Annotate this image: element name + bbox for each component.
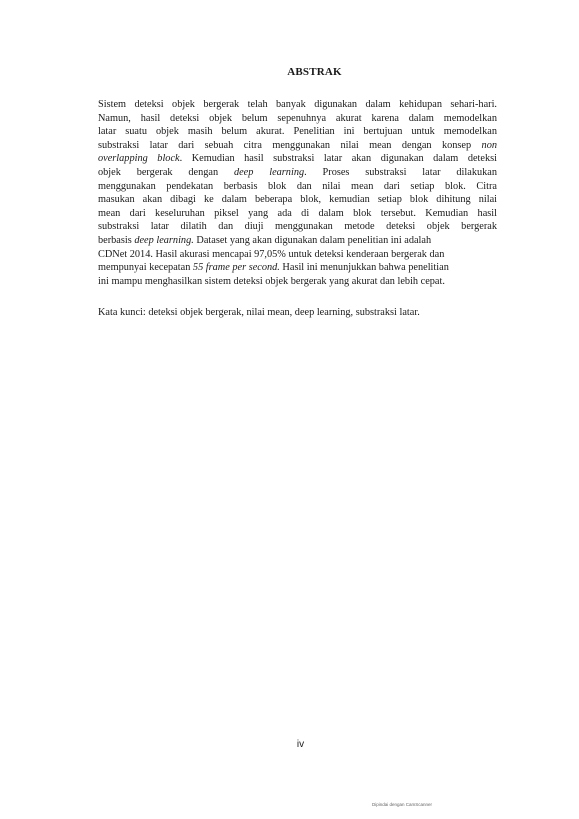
abstract-line xyxy=(98,261,497,275)
abstract-line: masukan akan dibagi ke dalam beberapa blok, kemudian setiap blok dihitung nilai xyxy=(98,194,497,206)
abstract-line xyxy=(98,166,497,180)
abstract-line: Sistem deteksi objek bergerak telah banyak digunakan dalam kehidupan sehari-hari. xyxy=(98,99,497,110)
abstract-text-run: berbasis xyxy=(98,234,135,246)
abstract-text-run: substraksi latar dari sebuah citra menggunakan nilai mean dengan konsep xyxy=(98,139,482,151)
abstract-text-run: Hasil ini menunjukkan bahwa penelitian xyxy=(279,262,449,274)
abstract-line: CDNet 2014. Hasil akurasi mencapai 97,05% untuk deteksi kenderaan bergerak dan xyxy=(98,248,445,260)
keywords-line: Kata kunci: deteksi objek bergerak, nilai mean, deep learning, substraksi latar. xyxy=(98,307,420,318)
abstract-line xyxy=(98,234,497,248)
page-number: iv xyxy=(296,739,305,750)
abstract-italic-run: deep learning. xyxy=(134,234,194,246)
abstract-paragraph xyxy=(98,98,497,288)
abstract-line xyxy=(98,152,497,166)
abstract-line: Namun, hasil deteksi objek belum sepenuhnya akurat karena dalam memodelkan xyxy=(98,112,497,124)
abstract-italic-run: deep learning xyxy=(233,166,305,178)
abstract-text-run: Dataset yang akan digunakan dalam penelitian ini adalah xyxy=(193,234,432,246)
abstract-italic-run: 55 frame per second. xyxy=(192,262,280,274)
abstract-line: ini mampu menghasilkan sistem deteksi objek bergerak yang akurat dan lebih cepat. xyxy=(98,275,445,287)
abstract-text-run: objek bergerak dengan xyxy=(98,166,234,178)
abstract-line: menggunakan pendekatan berbasis blok dan nilai mean dari setiap blok. Citra xyxy=(98,180,497,192)
abstract-text-run: . Kemudian hasil substraksi latar akan digunakan dalam deteksi xyxy=(179,153,497,165)
abstract-italic-run: overlapping block xyxy=(98,153,180,165)
abstract-line xyxy=(98,139,497,153)
abstract-text-run: mempunyai kecepatan xyxy=(98,262,193,274)
abstract-italic-run: non xyxy=(481,139,497,151)
abstract-line: mean dari keseluruhan piksel yang ada di dalam blok tersebut. Kemudian hasil xyxy=(98,207,497,219)
page-title: ABSTRAK xyxy=(287,66,342,78)
abstract-line: substraksi latar dilatih dan diuji menggunakan metode deteksi objek bergerak xyxy=(98,221,497,233)
scanner-watermark: Dipindai dengan CamScanner xyxy=(372,802,433,807)
abstract-text-run: . Proses substraksi latar dilakukan xyxy=(304,166,498,178)
abstract-line: latar suatu objek masih belum akurat. Penelitian ini bertujuan untuk memodelkan xyxy=(98,126,497,138)
